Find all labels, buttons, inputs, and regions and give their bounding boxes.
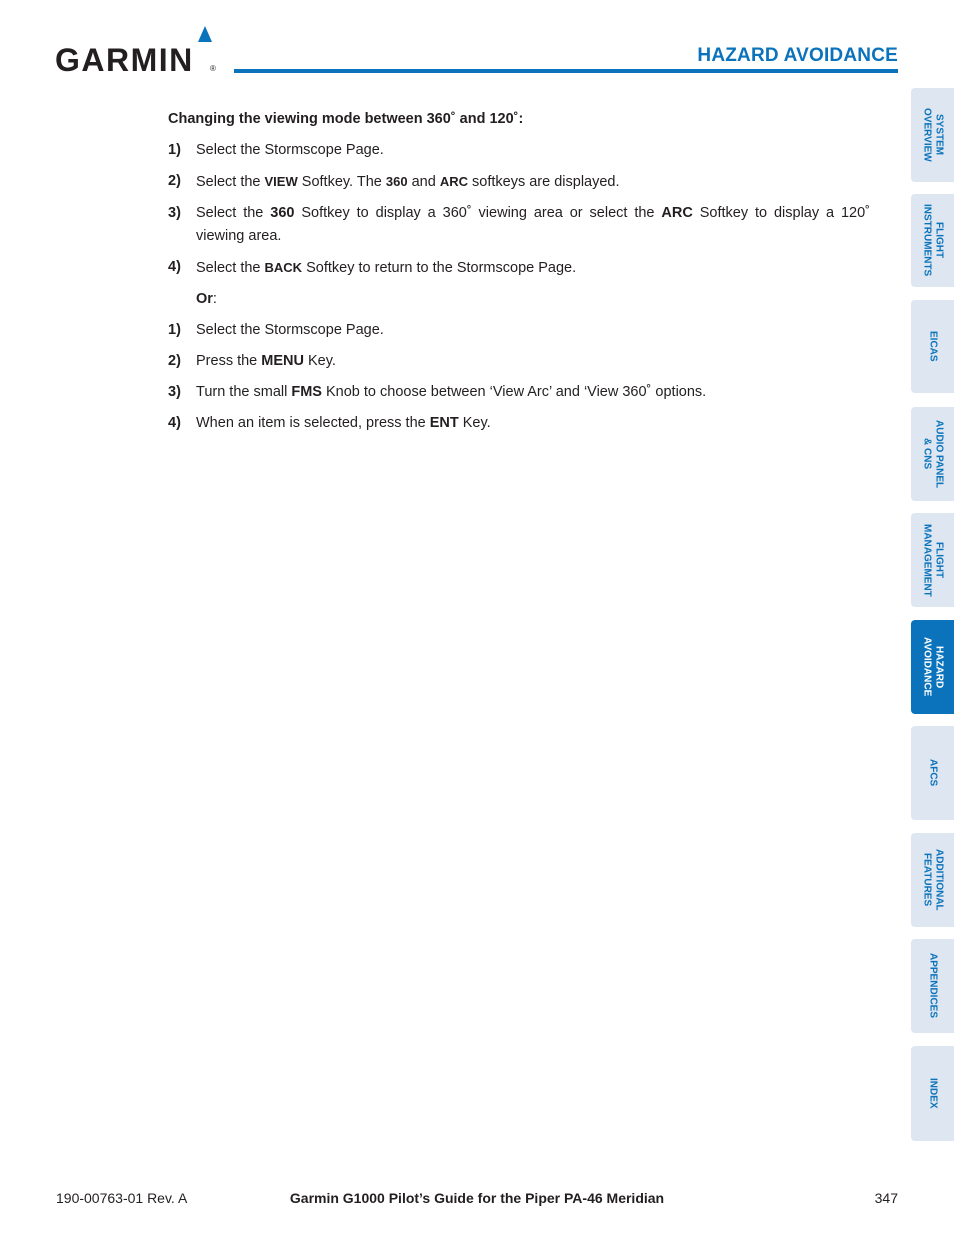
tab-hazard-avoidance[interactable]: HAZARD AVOIDANCE <box>911 620 954 714</box>
procedure-content <box>168 108 870 443</box>
step-number: 1) <box>168 322 181 338</box>
step-number: 3) <box>168 205 181 221</box>
fms-knob-label: FMS <box>291 384 322 400</box>
step-text: Select the Stormscope Page. <box>196 142 384 158</box>
procedure-title: Changing the viewing mode between 360˚ and 120˚: <box>168 111 524 127</box>
step-number: 4) <box>168 415 181 431</box>
step-a2: 2) Select the VIEW Softkey. The 360 and ARC softkeys are displayed. <box>168 170 870 194</box>
guide-title: Garmin G1000 Pilot’s Guide for the Piper PA-46 Meridian <box>289 1190 665 1206</box>
tab-appendices[interactable]: APPENDICES <box>911 939 954 1033</box>
step-number: 2) <box>168 173 181 189</box>
registered-mark: ® <box>210 64 216 73</box>
step-a1 <box>168 139 870 162</box>
view-softkey-label: VIEW <box>264 174 298 189</box>
step-a4: 4) Select the BACK Softkey to return to the Stormscope Page. <box>168 256 870 280</box>
step-b3: 3) Turn the small FMS Knob to choose between ‘View Arc’ and ‘View 360˚ options. <box>168 381 870 404</box>
360-softkey-label: 360 <box>385 174 408 189</box>
tab-flight-management[interactable]: FLIGHT MANAGEMENT <box>911 513 954 607</box>
delta-triangle-icon <box>198 26 212 42</box>
section-title: HAZARD AVOIDANCE <box>697 45 898 66</box>
step-b4: 4) When an item is selected, press the ENT Key. <box>168 412 870 435</box>
arc-softkey-label: ARC <box>661 205 693 221</box>
or-separator: Or: <box>196 291 217 307</box>
doc-number: 190-00763-01 Rev. A <box>56 1190 188 1206</box>
tab-index[interactable]: INDEX <box>911 1046 954 1141</box>
page-number: 347 <box>874 1190 898 1206</box>
step-text: Select the Stormscope Page. <box>196 322 384 338</box>
360-softkey-label: 360 <box>270 205 295 221</box>
step-number: 4) <box>168 259 181 275</box>
back-softkey-label: BACK <box>264 260 303 275</box>
tab-afcs[interactable]: AFCS <box>911 726 954 820</box>
step-number: 1) <box>168 142 181 158</box>
header-rule <box>234 69 898 73</box>
step-b2: 2) Press the MENU Key. <box>168 350 870 373</box>
menu-key-label: MENU <box>261 353 304 369</box>
tab-additional-features[interactable]: ADDITIONAL FEATURES <box>911 833 954 927</box>
tab-system-overview[interactable]: SYSTEM OVERVIEW <box>911 88 954 182</box>
garmin-logo <box>55 26 217 78</box>
step-number: 3) <box>168 384 181 400</box>
tab-eicas[interactable]: EICAS <box>911 300 954 393</box>
tab-audio-panel-cns[interactable]: AUDIO PANEL & CNS <box>911 407 954 501</box>
step-b1 <box>168 319 870 342</box>
step-a3: 3) Select the 360 Softkey to display a 360˚ viewing area or select the ARC Softkey to display a 120˚ viewing area. <box>168 202 870 248</box>
tab-flight-instruments[interactable]: FLIGHT INSTRUMENTS <box>911 194 954 287</box>
step-number: 2) <box>168 353 181 369</box>
logo-wordmark: GARMIN <box>55 42 194 78</box>
arc-softkey-label: ARC <box>439 174 468 189</box>
ent-key-label: ENT <box>429 415 459 431</box>
